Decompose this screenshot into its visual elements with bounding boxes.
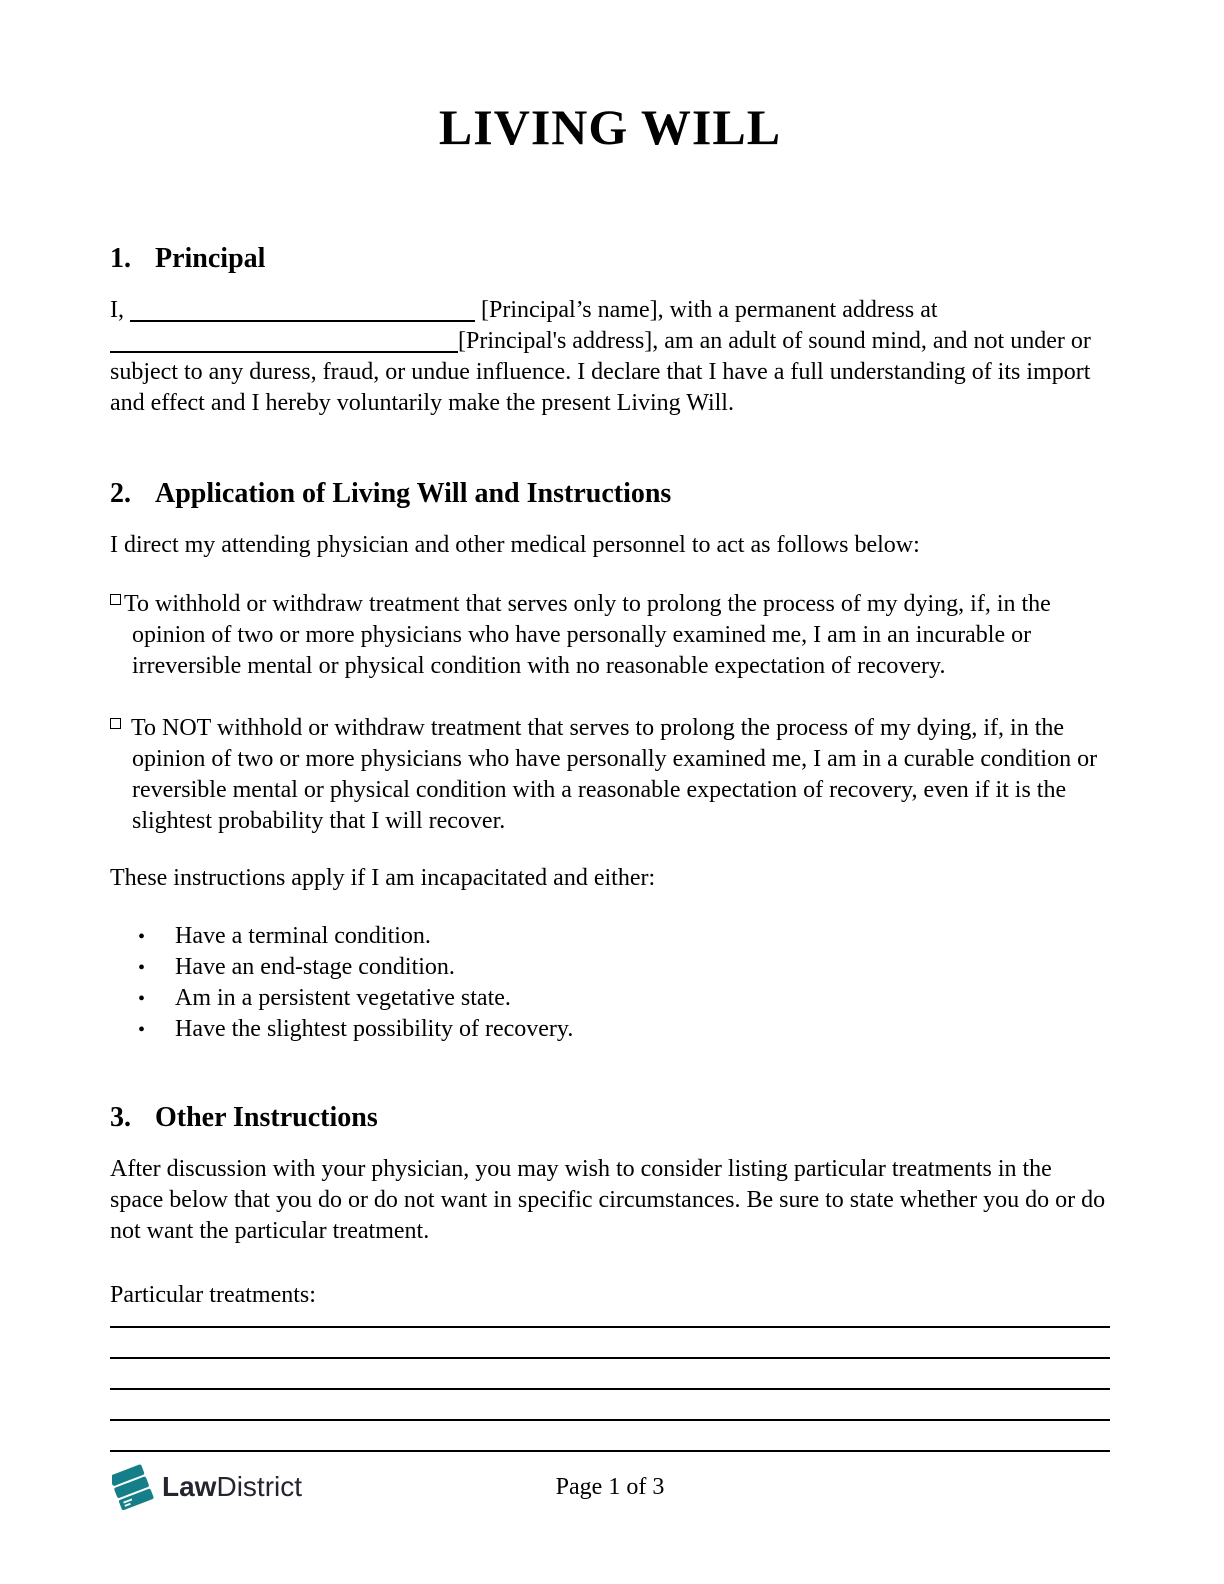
condition-end-stage: Have an end-stage condition. — [175, 954, 455, 980]
blank-line-field[interactable] — [110, 1388, 1110, 1390]
withhold-treatment-label: To withhold or withdraw treatment that serves only to prolong the process of my dying, if, in the opinion of two or more physicians who have personally examined me, I am in an incurable or irreversible mental or physical condition with no reasonable expectation of recovery. — [124, 591, 1051, 679]
blank-line-field[interactable] — [110, 1419, 1110, 1421]
list-item — [110, 983, 1110, 1014]
lawdistrict-logo-text — [162, 1471, 302, 1503]
section-2-number: 2. — [110, 478, 131, 509]
bullet-icon: • — [138, 926, 146, 948]
not-withhold-treatment-option — [110, 713, 1110, 837]
principal-paragraph — [110, 295, 1110, 419]
bullet-icon: • — [138, 988, 146, 1010]
condition-vegetative: Am in a persistent vegetative state. — [175, 985, 511, 1011]
lawdistrict-logo — [112, 1464, 302, 1510]
page-footer — [110, 1462, 1110, 1522]
list-item — [110, 921, 1110, 952]
withhold-treatment-option — [110, 589, 1110, 682]
section-3-heading-label: Other Instructions — [155, 1102, 378, 1133]
withhold-treatment-checkbox[interactable] — [110, 594, 121, 605]
bullet-icon: • — [138, 1019, 146, 1041]
section-3-number: 3. — [110, 1102, 131, 1133]
principal-address-text: [Principal's address], am an adult of sound mind, and not under or subject to any duress, fraud, or undue influence. I declare that I have a full understanding of its import and effect and I hereby voluntarily make the present Living Will. — [110, 328, 1091, 416]
condition-recovery: Have the slightest possibility of recovery. — [175, 1016, 574, 1042]
principal-lead-text: I, — [110, 297, 130, 323]
section-2-heading — [110, 477, 1110, 511]
principal-address-blank-field[interactable] — [110, 331, 458, 353]
section-2-heading-label: Application of Living Will and Instructions — [155, 478, 672, 509]
not-withhold-treatment-label: To NOT withhold or withdraw treatment that serves to prolong the process of my dying, if, in the opinion of two or more physicians who have personally examined me, I am in a curable condition or reversible mental or physical condition with a reasonable expectation of recovery, even if it is the slightest probability that I will recover. — [131, 715, 1098, 834]
section-1-heading — [110, 242, 1110, 276]
page-number: Page 1 of 3 — [555, 1474, 665, 1500]
blank-line-field[interactable] — [110, 1357, 1110, 1359]
other-instructions-paragraph: After discussion with your physician, you may wish to consider listing particular treatments in the space below that you do or do not want in specific circumstances. Be sure to state whether you do or do not want the particular treatment. — [110, 1156, 1106, 1244]
logo-law-text: Law — [162, 1471, 217, 1502]
particular-treatments-label: Particular treatments: — [110, 1282, 316, 1308]
section-3-heading — [110, 1101, 1110, 1135]
section-1-number: 1. — [110, 243, 131, 274]
list-item — [110, 952, 1110, 983]
conditions-intro: These instructions apply if I am incapacitated and either: — [110, 865, 656, 891]
section-1-heading-label: Principal — [155, 243, 266, 274]
principal-name-label-text: [Principal’s name], with a permanent address at — [475, 297, 938, 323]
list-item — [110, 1014, 1110, 1045]
layered-documents-icon — [112, 1464, 156, 1510]
section-2-intro: I direct my attending physician and other medical personnel to act as follows below: — [110, 532, 920, 558]
logo-district-text: District — [216, 1471, 303, 1502]
document-title: LIVING WILL — [438, 99, 782, 155]
particular-treatments-write-in-area — [110, 1326, 1110, 1452]
bullet-icon: • — [138, 957, 146, 979]
blank-line-field[interactable] — [110, 1326, 1110, 1328]
not-withhold-treatment-checkbox[interactable] — [110, 718, 121, 729]
blank-line-field[interactable] — [110, 1450, 1110, 1452]
conditions-list — [110, 921, 1110, 1045]
principal-name-blank-field[interactable] — [130, 300, 475, 322]
condition-terminal: Have a terminal condition. — [175, 923, 431, 949]
